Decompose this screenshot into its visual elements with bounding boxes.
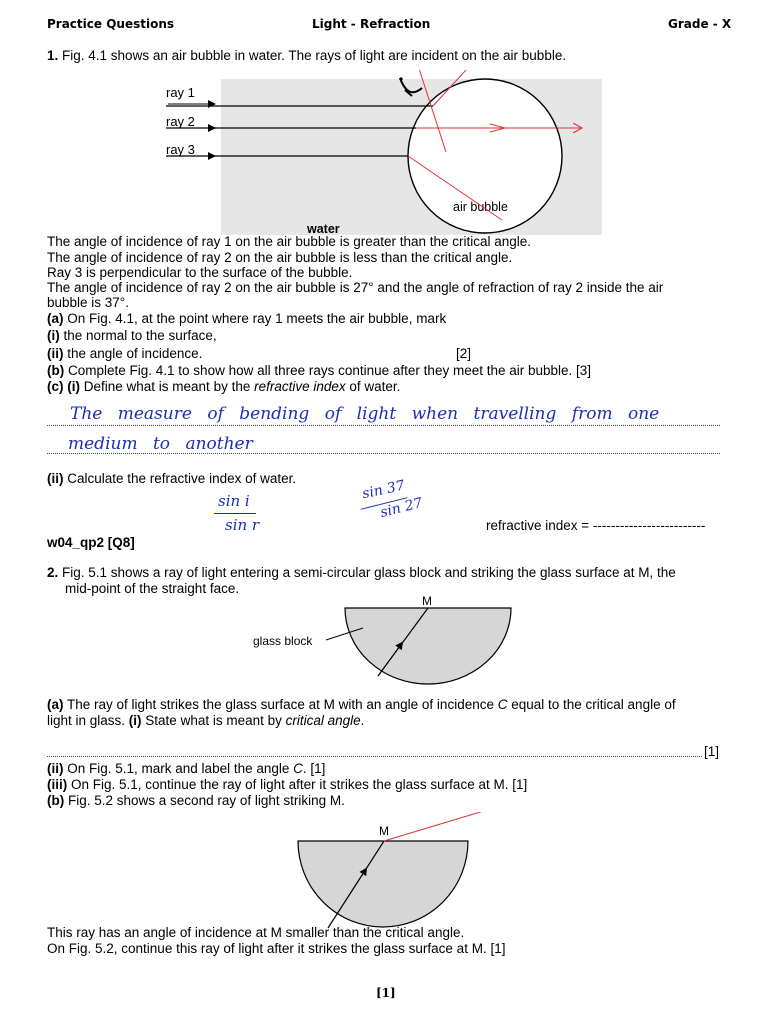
q2-intro-2: mid-point of the straight face. (65, 581, 240, 596)
q1-a-i: (i) the normal to the surface, (47, 328, 217, 343)
q2-a-marks: [1] (704, 744, 720, 759)
working-sin-27: sin 27 (378, 495, 425, 521)
q1-intro-text: Fig. 4.1 shows an air bubble in water. The rays of light are incident on the air bubble. (62, 48, 567, 63)
q1-line-3: Ray 3 is perpendicular to the surface of the bubble. (47, 265, 353, 280)
header-grade: Grade - X (668, 17, 732, 31)
glass-block-label: glass block (253, 634, 313, 648)
q2-intro: 2. Fig. 5.1 shows a ray of light entering a semi-circular glass block and striking the glass surface at M, the (47, 565, 676, 580)
refractive-index-answer[interactable]: refractive index = ------------------------- (486, 518, 706, 533)
figure-5-2 (290, 812, 520, 932)
ray2-label: ray 2 (166, 114, 195, 129)
glass-block-2-shape (298, 841, 468, 927)
q2-a: (a) The ray of light strikes the glass surface at M with an angle of incidence C equal to the critical angle of (47, 697, 676, 712)
q2-end-2: On Fig. 5.2, continue this ray of light after it strikes the glass surface at M. [1] (47, 941, 506, 956)
q1-c-ii: (ii) Calculate the refractive index of water. (47, 471, 297, 486)
q1-line-4: The angle of incidence of ray 2 on the air bubble is 27° and the angle of refraction of ray 2 inside the air (47, 280, 664, 295)
page-number: [1] (376, 986, 396, 1000)
working-sin-37: sin 37 (360, 477, 407, 503)
q1-line-2: The angle of incidence of ray 2 on the air bubble is less than the critical angle. (47, 250, 513, 265)
q2-b: (b) Fig. 5.2 shows a second ray of light striking M. (47, 793, 345, 808)
working-sin-i: sin i (218, 492, 250, 510)
ray1-label: ray 1 (166, 85, 195, 100)
air-bubble-label: air bubble (453, 200, 508, 214)
q1-number: 1. (47, 48, 59, 63)
answer-line-1[interactable] (47, 425, 720, 426)
q1-line-1: The angle of incidence of ray 1 on the air bubble is greater than the critical angle. (47, 234, 532, 249)
fig2-m-label: M (379, 824, 389, 838)
q1-c-i: (c) (i) Define what is meant by the refractive index of water. (47, 379, 401, 394)
fig1-m-label: M (422, 594, 432, 608)
figure-5-1 (240, 592, 530, 692)
ray3-label: ray 3 (166, 142, 195, 157)
answer-text-1: The measure of bending of light when travelling from one (70, 404, 660, 424)
glass-block-shape (345, 608, 511, 684)
fig2-ray-continued (384, 812, 520, 841)
q2-a-ii: (ii) On Fig. 5.1, mark and label the angle C. [1] (47, 761, 326, 776)
q2-a-iii: (iii) On Fig. 5.1, continue the ray of light after it strikes the glass surface at M. [1] (47, 777, 528, 792)
figure-4-1 (150, 70, 620, 240)
header-title: Light - Refraction (312, 17, 431, 31)
q2-end-1: This ray has an angle of incidence at M smaller than the critical angle. (47, 925, 465, 940)
q1-line-5: bubble is 37°. (47, 295, 129, 310)
working-sin-r: sin r (225, 516, 260, 534)
q1-a-ii: (ii) the angle of incidence. (47, 346, 203, 361)
working-fraction-bar-1 (214, 513, 256, 514)
header-left: Practice Questions (47, 17, 175, 31)
q1-intro (47, 48, 566, 64)
q2-answer-line[interactable] (47, 756, 702, 757)
q2-a-line2: light in glass. (i) State what is meant by critical angle. (47, 713, 365, 728)
answer-text-2: medium to another (68, 434, 253, 454)
q1-a: (a) On Fig. 4.1, at the point where ray 1 meets the air bubble, mark (47, 311, 447, 326)
q1-b: (b) Complete Fig. 4.1 to show how all three rays continue after they meet the air bubble. [3] (47, 363, 592, 378)
water-label: water (307, 222, 340, 236)
q1-source: w04_qp2 [Q8] (47, 535, 135, 550)
q1-a-ii-marks: [2] (456, 346, 472, 361)
